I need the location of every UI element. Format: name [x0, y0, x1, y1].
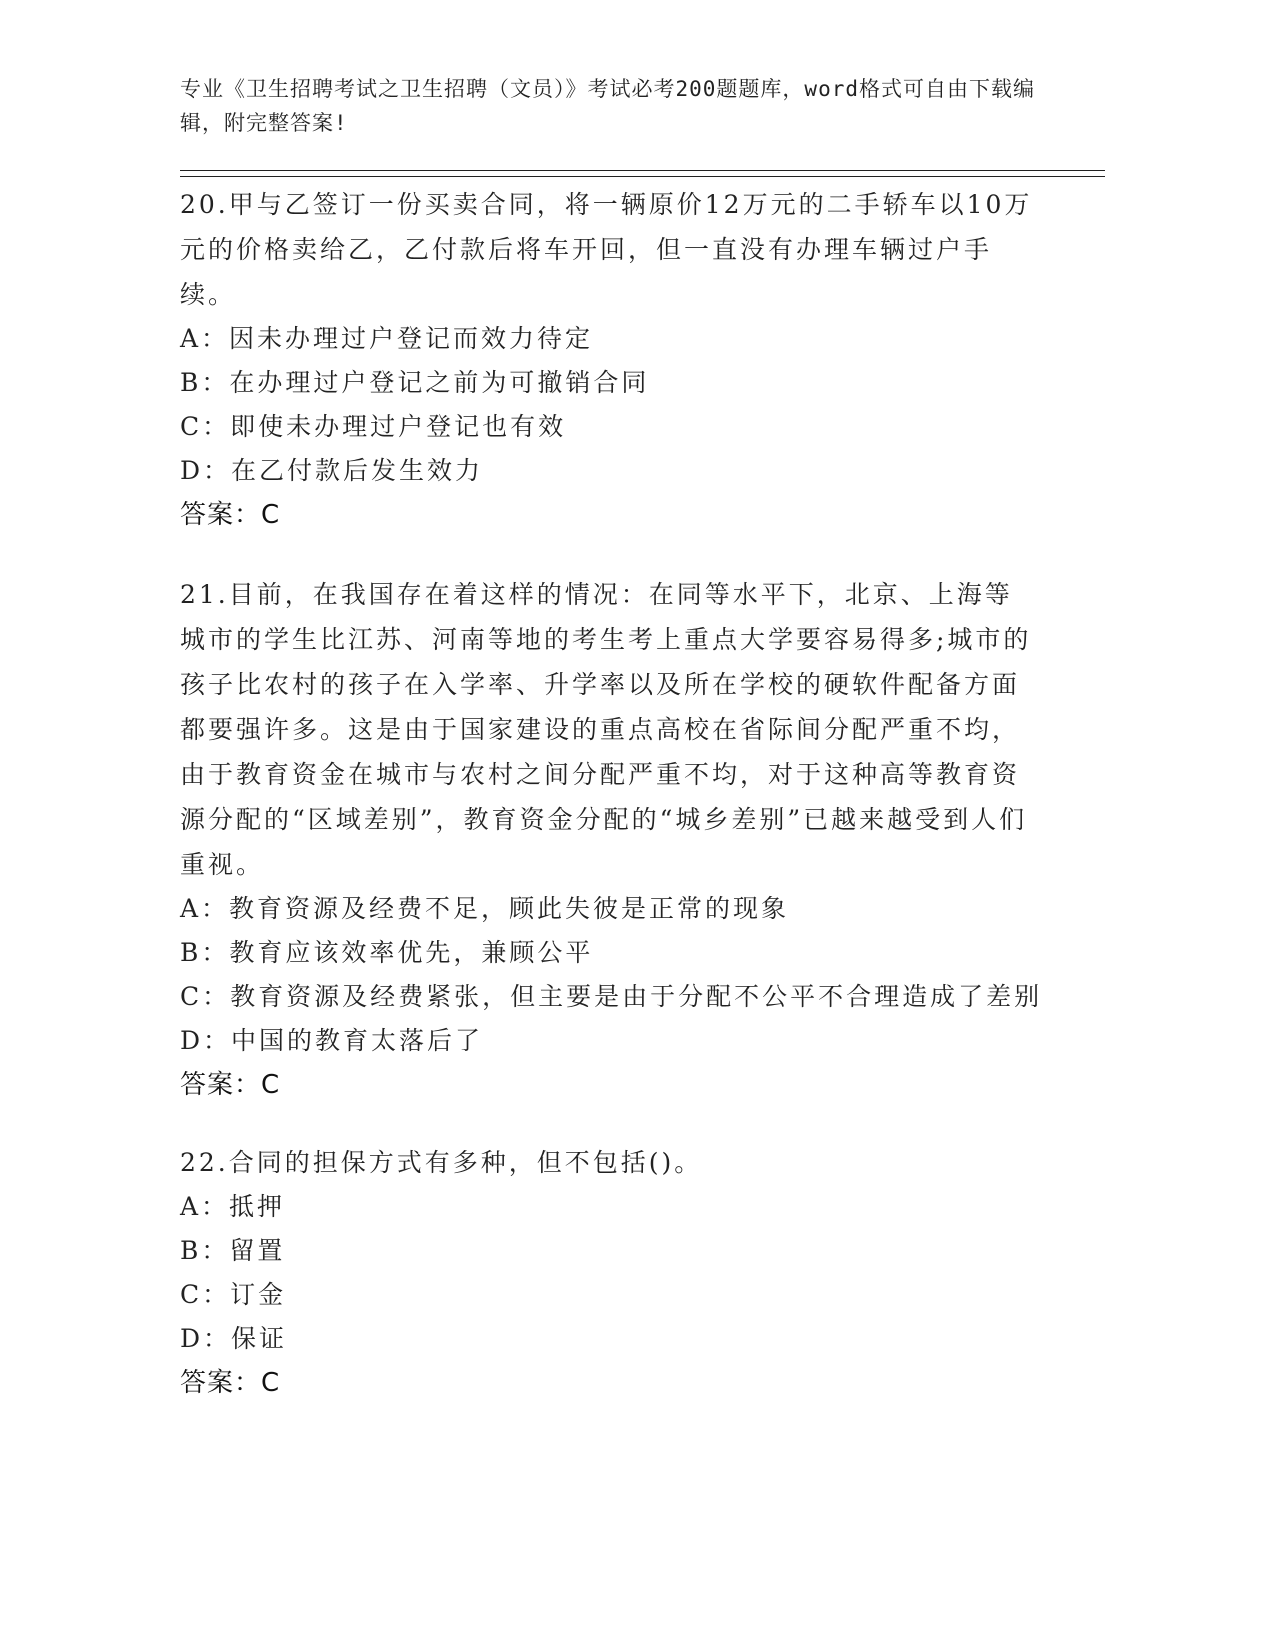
option-b: B：留置	[180, 1236, 286, 1265]
option-a: A：因未办理过户登记而效力待定	[180, 324, 594, 353]
question-stem: 21.目前，在我国存在着这样的情况：在同等水平下，北京、上海等城市的学生比江苏、河南等地的考生考上重点大学要容易得多;城市的孩子比农村的孩子在入学率、升学率以及所在学校的硬软件配备方面都要强许多。这是由于国家建设的重点高校在省际间分配严重不均，由于教育资金在城市与农村之间分配严重不均，对于这种高等教育资源分配的“区域差别”，教育资金分配的“城乡差别”已越来越受到人们重视。	[180, 580, 1032, 879]
option-a: A：教育资源及经费不足，顾此失彼是正常的现象	[180, 894, 790, 923]
option-c: C：订金	[180, 1280, 287, 1309]
question-22	[180, 1140, 1040, 1405]
question-20	[180, 182, 1040, 537]
option-c: C：教育资源及经费紧张，但主要是由于分配不公平不合理造成了差别	[180, 982, 1043, 1011]
header-rule-top	[180, 170, 1105, 171]
answer-line: 答案：C	[180, 500, 281, 530]
option-a: A：抵押	[180, 1192, 286, 1221]
option-c: C：即使未办理过户登记也有效	[180, 412, 567, 441]
option-b: B：教育应该效率优先，兼顾公平	[180, 938, 594, 967]
header-rule-bottom	[180, 176, 1105, 177]
question-stem: 20.甲与乙签订一份买卖合同，将一辆原价12万元的二手轿车以10万元的价格卖给乙，乙付款后将车开回，但一直没有办理车辆过户手续。	[180, 190, 1033, 309]
option-d: D：中国的教育太落后了	[180, 1026, 484, 1055]
document-header: 专业《卫生招聘考试之卫生招聘（文员）》考试必考200题题库，word格式可自由下载编辑，附完整答案!	[180, 77, 1035, 135]
option-d: D：保证	[180, 1324, 288, 1353]
question-stem: 22.合同的担保方式有多种，但不包括()。	[180, 1148, 703, 1177]
answer-line: 答案：C	[180, 1368, 281, 1398]
option-b: B：在办理过户登记之前为可撤销合同	[180, 368, 650, 397]
option-d: D：在乙付款后发生效力	[180, 456, 484, 485]
question-21	[180, 572, 1043, 1107]
answer-line: 答案：C	[180, 1070, 281, 1100]
